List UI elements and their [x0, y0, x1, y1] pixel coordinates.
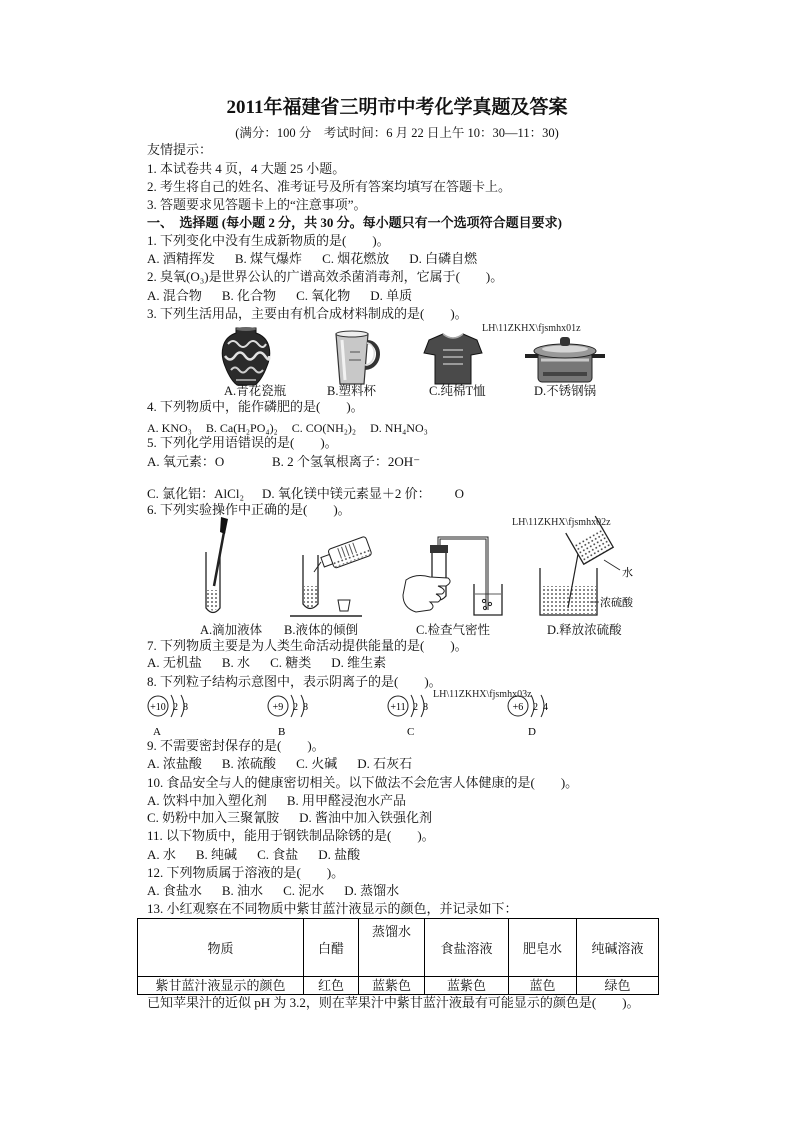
- table-cell: 蓝紫色: [359, 977, 425, 995]
- question-13-stem: 13. 小红观察在不同物质中紫甘蓝汁液显示的颜色，并记录如下：: [147, 901, 518, 916]
- shell-electrons: 8: [303, 702, 308, 713]
- stainless-steel-pot-icon: [525, 337, 605, 382]
- porcelain-vase-icon: [222, 327, 269, 385]
- tip-item: 1. 本试卷共 4 页，4 大题 25 小题。: [147, 161, 346, 176]
- option-letter: A: [153, 726, 161, 738]
- figure-label-a: A.滴加液体: [200, 623, 263, 637]
- water-leader-line: [604, 560, 620, 570]
- tip-item: 3. 答题要求见答题卡上的“注意事项”。: [147, 197, 367, 212]
- atom-diagram-a: [148, 695, 188, 738]
- rubber-stopper: [430, 545, 448, 553]
- beaker-liquid: [541, 586, 596, 614]
- cotton-tshirt-icon: [424, 334, 482, 384]
- bubble: [488, 602, 491, 605]
- option-b: B. 用甲醛浸泡水产品: [286, 793, 407, 808]
- question-7-options: [147, 654, 406, 672]
- option-a: A. KNO₃: [147, 421, 192, 435]
- question-2-stem: 2. 臭氧(O₃)是世界公认的广谱高效杀菌消毒剂，它属于( )。: [147, 269, 504, 284]
- bottle-stopper: [338, 600, 350, 611]
- shell-electrons: 8: [183, 702, 188, 713]
- question-10-options-ab: [147, 792, 406, 810]
- option-c: C. 烟花燃放: [322, 251, 390, 266]
- option-a: A. 无机盐: [147, 655, 202, 670]
- pot-lid-shine: [542, 346, 588, 353]
- option-b: B. 化合物: [221, 288, 277, 303]
- option-b: B. 纯碱: [195, 847, 238, 862]
- q6-figure: [190, 516, 660, 622]
- table-header-cell: 纯碱溶液: [577, 919, 659, 977]
- option-d: D. 维生素: [331, 655, 387, 670]
- figure-label-a: A.青花瓷瓶: [224, 384, 287, 398]
- tips-heading: 友情提示：: [147, 142, 213, 157]
- option-c: C. CO(NH₂)₂: [291, 421, 357, 435]
- shell-electrons: 2: [173, 702, 178, 713]
- shell-electrons: 2: [413, 702, 418, 713]
- figure-label-b: B.塑料杯: [327, 384, 376, 398]
- table-header-cell: 蒸馏水: [359, 919, 425, 977]
- test-tube-liquid: [207, 590, 219, 611]
- question-10-options-cd: [147, 809, 432, 827]
- question-6-stem: 6. 下列实验操作中正确的是( )。: [147, 502, 351, 517]
- airtightness-check-icon: [403, 538, 502, 615]
- option-letter: B: [278, 726, 286, 738]
- watermark: LH\11ZKHX\fjsmhx02z: [512, 517, 611, 528]
- hand: [403, 576, 450, 612]
- question-12-options: [147, 882, 419, 900]
- question-10-stem: 10. 食品安全与人的健康密切相关。以下做法不会危害人体健康的是( )。: [147, 775, 579, 790]
- tip-item: 2. 考生将自己的姓名、准考证号及所有答案均填写在答题卡上。: [147, 179, 512, 194]
- dropper-bulb: [220, 517, 228, 534]
- option-c: C. 氯化铝：AlCl₂: [147, 486, 244, 501]
- figure-label-c: C.检查气密性: [416, 623, 490, 637]
- option-a: A. 水: [147, 847, 176, 862]
- watermark: LH\11ZKHX\fjsmhx01z: [482, 323, 581, 334]
- question-1-stem: 1. 下列变化中没有生成新物质的是( )。: [147, 233, 390, 248]
- vase-mouth: [236, 327, 256, 331]
- option-b: B. 油水: [221, 883, 264, 898]
- option-a: A. 浓盐酸: [147, 756, 202, 771]
- table-cell: 紫甘蓝汁液显示的颜色: [138, 977, 304, 995]
- test-tube-liquid: [304, 586, 317, 608]
- option-a: A. 混合物: [147, 288, 202, 303]
- question-11-options: [147, 846, 380, 864]
- question-5-options-ab: [147, 453, 420, 471]
- color-record-table: [137, 918, 659, 995]
- table-header-cell: 食盐溶液: [425, 919, 509, 977]
- option-d: D. 蒸馏水: [344, 883, 400, 898]
- shell-electrons: 2: [533, 702, 538, 713]
- question-2-options: [147, 287, 432, 305]
- page-title: 2011年福建省三明市中考化学真题及答案: [226, 97, 568, 118]
- section-number: 一、: [147, 215, 180, 230]
- option-a: A. 食盐水: [147, 883, 202, 898]
- shell-electrons: 2: [293, 702, 298, 713]
- cup-rim: [336, 331, 368, 337]
- option-d: D. NH₄NO₃: [370, 421, 428, 435]
- option-b: B. 浓硫酸: [221, 756, 277, 771]
- option-letter: C: [407, 726, 415, 738]
- watermark: LH\11ZKHX\fjsmhx03z: [433, 689, 532, 700]
- table-header-row: [138, 919, 659, 977]
- option-a: A. 氧元素：O: [147, 454, 225, 469]
- option-c: C. 泥水: [283, 883, 325, 898]
- option-d: D. 氧化镁中镁元素显＋2 价：: [262, 486, 431, 501]
- figure-label-d: D.不锈钢锅: [534, 384, 597, 398]
- question-9-options: [147, 755, 432, 773]
- option-d: D. 石灰石: [357, 756, 413, 771]
- option-b: B. 2 个氢氧根离子：2OH⁻: [272, 454, 421, 469]
- exam-info: (满分：100 分 考试时间：6 月 22 日上午 10：30—11：30): [235, 126, 559, 140]
- shell-electrons: 4: [543, 702, 548, 713]
- option-d: D. 白磷自燃: [409, 251, 478, 266]
- shell-electrons: 8: [423, 702, 428, 713]
- option-a: A. 酒精挥发: [147, 251, 215, 266]
- question-8-stem: 8. 下列粒子结构示意图中，表示阴离子的是( )。: [147, 674, 442, 689]
- table-cell: 绿色: [577, 977, 659, 995]
- nucleus-charge: +9: [272, 702, 284, 713]
- option-d: D. 单质: [370, 288, 413, 303]
- dropper-stem: [214, 532, 224, 586]
- table-cell: 蓝色: [509, 977, 577, 995]
- tilted-beaker: [566, 516, 613, 564]
- option-letter: D: [528, 726, 536, 738]
- table-cell: 蓝紫色: [425, 977, 509, 995]
- option-d-formula: O: [454, 486, 465, 501]
- question-7-stem: 7. 下列物质主要是为人类生命活动提供能量的是( )。: [147, 638, 468, 653]
- atom-diagram-b: [268, 695, 308, 738]
- question-3-stem: 3. 下列生活用品，主要由有机合成材料制成的是( )。: [147, 306, 468, 321]
- nucleus-charge: +10: [150, 702, 166, 713]
- nucleus-charge: +6: [512, 702, 524, 713]
- acid-dilution-icon: [540, 516, 634, 615]
- section-heading: [147, 214, 562, 232]
- liquid-pouring-icon: [290, 536, 372, 616]
- bubble: [483, 606, 486, 609]
- q3-figure: [205, 322, 625, 388]
- option-d: D. 盐酸: [318, 847, 361, 862]
- option-c: C. 奶粉中加入三聚氰胺: [147, 810, 280, 825]
- section-title: 选择题 (每小题 2 分，共 30 分。每小题只有一个选项符合题目要求): [179, 215, 562, 230]
- pot-knob: [560, 337, 570, 346]
- atom-diagram-c: [388, 695, 428, 738]
- table-header-cell: 肥皂水: [509, 919, 577, 977]
- reagent-bottle: [319, 536, 372, 572]
- option-c: C. 糖类: [270, 655, 312, 670]
- nucleus-charge: +11: [390, 702, 406, 713]
- figure-label-d: D.释放浓硫酸: [547, 623, 622, 637]
- acid-callout: 浓硫酸: [600, 597, 633, 609]
- question-4-stem: 4. 下列物质中，能作磷肥的是( )。: [147, 399, 364, 414]
- option-c: C. 食盐: [257, 847, 299, 862]
- table-row: [138, 977, 659, 995]
- question-9-stem: 9. 不需要密封保存的是( )。: [147, 738, 325, 753]
- option-c: C. 火碱: [296, 756, 338, 771]
- option-d: D. 酱油中加入铁强化剂: [299, 810, 433, 825]
- table-header-cell: 物质: [138, 919, 304, 977]
- figure-label-b: B.液体的倾倒: [284, 623, 358, 637]
- question-12-stem: 12. 下列物质属于溶液的是( )。: [147, 865, 345, 880]
- question-5-stem: 5. 下列化学用语错误的是( )。: [147, 435, 338, 450]
- table-cell: 红色: [304, 977, 359, 995]
- option-a: A. 饮料中加入塑化剂: [147, 793, 267, 808]
- water-callout: 水: [622, 567, 633, 579]
- bubble: [482, 599, 485, 602]
- figure-label-c: C.纯棉T恤: [429, 384, 486, 398]
- atom-diagram-d: [508, 695, 548, 738]
- option-b: B. Ca(H₂PO₄)₂: [205, 421, 278, 435]
- option-b: B. 煤气爆炸: [234, 251, 303, 266]
- dropper-test-tube-icon: [206, 517, 228, 613]
- question-11-stem: 11. 以下物质中，能用于钢铁制品除锈的是( )。: [147, 828, 435, 843]
- option-c: C. 氧化物: [296, 288, 351, 303]
- question-1-options: [147, 250, 497, 268]
- tshirt-body: [424, 334, 482, 384]
- q8-figure: [140, 690, 610, 740]
- table-header-cell: 白醋: [304, 919, 359, 977]
- option-b: B. 水: [221, 655, 251, 670]
- question-13-followup: 已知苹果汁的近似 pH 为 3.2，则在苹果汁中紫甘蓝汁液最有可能显示的颜色是( )。: [147, 995, 640, 1010]
- plastic-cup-icon: [336, 331, 378, 384]
